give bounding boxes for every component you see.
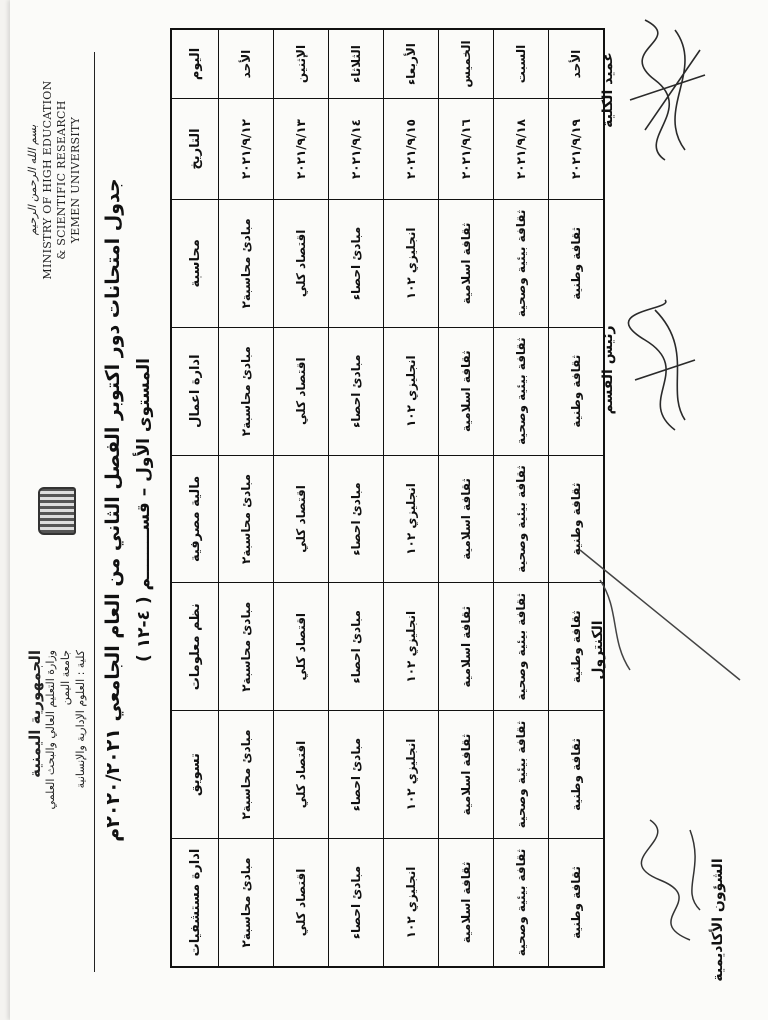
subject-cell: مبادئ محاسبة٢ [219, 838, 274, 967]
english-header-line: & SCIENTIFIC RESEARCH [55, 100, 68, 260]
english-header-line: MINISTRY OF HIGH EDUCATION [41, 80, 54, 280]
day-cell: الأحد [219, 29, 274, 99]
subject-cell: ثقافة وطنية [549, 838, 605, 967]
column-header: نظم معلومات [171, 583, 219, 711]
basmala: بسم الله الرحمن الرحيم [26, 124, 39, 236]
subject-cell: ثقافة بيئية وصحية [494, 200, 549, 328]
subject-cell: ثقافة بيئية وصحية [494, 711, 549, 839]
signature-dean: عميد الكلية [600, 52, 616, 128]
subject-cell: انجليزي ١٠٢ [384, 583, 439, 711]
subject-cell: ثقافة بيئية وصحية [494, 327, 549, 455]
date-cell: ٢٠٢١/٩/١٣ [274, 99, 329, 200]
subject-cell: اقتصاد كلي [274, 583, 329, 711]
handwritten-signature [620, 800, 720, 950]
column-header: محاسبة [171, 200, 219, 328]
table-header-row [171, 29, 219, 967]
handwritten-signature [625, 10, 715, 170]
subject-cell: انجليزي ١٠٢ [384, 200, 439, 328]
subject-cell: اقتصاد كلي [274, 200, 329, 328]
signature-academic-affairs: الشؤون الأكاديمية [710, 858, 726, 982]
date-cell: ٢٠٢١/٩/١٥ [384, 99, 439, 200]
subject-cell: اقتصاد كلي [274, 455, 329, 583]
date-cell: ٢٠٢١/٩/١٦ [439, 99, 494, 200]
table-row [494, 29, 549, 967]
arabic-header [28, 650, 88, 950]
table-row [219, 29, 274, 967]
day-cell: الأحد [549, 29, 605, 99]
document-page [10, 0, 768, 1020]
table-row [439, 29, 494, 967]
date-cell: ٢٠٢١/٩/١٢ [219, 99, 274, 200]
subject-cell: مبادئ احصاء [329, 455, 384, 583]
subject-cell: مبادئ محاسبة٢ [219, 711, 274, 839]
subject-cell: ثقافة اسلامية [439, 455, 494, 583]
subject-cell: انجليزي ١٠٢ [384, 711, 439, 839]
column-header: ادارة مستشفيات [171, 838, 219, 967]
column-header: مالية مصرفية [171, 455, 219, 583]
subject-cell: ثقافة اسلامية [439, 838, 494, 967]
university-logo [38, 487, 76, 535]
column-header: تسويق [171, 711, 219, 839]
handwritten-signature [625, 290, 705, 440]
date-cell: ٢٠٢١/٩/١٩ [549, 99, 605, 200]
table-row [329, 29, 384, 967]
subject-cell: ثقافة اسلامية [439, 200, 494, 328]
rotated-document [10, 0, 768, 1020]
subject-cell: ثقافة اسلامية [439, 711, 494, 839]
subject-cell: مبادئ احصاء [329, 327, 384, 455]
column-header: التاريخ [171, 99, 219, 200]
subject-cell: مبادئ احصاء [329, 838, 384, 967]
table-row [274, 29, 329, 967]
date-cell: ٢٠٢١/٩/١٤ [329, 99, 384, 200]
subject-cell: اقتصاد كلي [274, 327, 329, 455]
arabic-header-line: جامعة اليمن [59, 650, 72, 706]
day-cell: السبت [494, 29, 549, 99]
day-cell: الخميس [439, 29, 494, 99]
subject-cell: ثقافة بيئية وصحية [494, 838, 549, 967]
subject-cell: انجليزي ١٠٢ [384, 327, 439, 455]
subject-cell: ثقافة وطنية [549, 711, 605, 839]
subject-cell: انجليزي ١٠٢ [384, 455, 439, 583]
day-cell: الثلاثاء [329, 29, 384, 99]
page-subtitle: المستوى الأول – قســــــــم ( ٤-١٢ ) [134, 358, 154, 662]
table-row [549, 29, 605, 967]
subject-cell: مبادئ محاسبة٢ [219, 200, 274, 328]
subject-cell: مبادئ محاسبة٢ [219, 455, 274, 583]
subject-cell: انجليزي ١٠٢ [384, 838, 439, 967]
subject-cell: ثقافة وطنية [549, 455, 605, 583]
table-row [384, 29, 439, 967]
day-cell: الإثنين [274, 29, 329, 99]
exam-schedule-table [170, 28, 605, 968]
subject-cell: ثقافة اسلامية [439, 583, 494, 711]
arabic-header-line: كلية : العلوم الإدارية والإنسانية [74, 650, 87, 789]
english-header [26, 40, 83, 320]
subject-cell: ثقافة بيئية وصحية [494, 455, 549, 583]
subject-cell: مبادئ احصاء [329, 711, 384, 839]
arabic-header-line: الجمهورية اليمنية [26, 650, 44, 778]
signature-department-head: رئيس القسم [600, 325, 616, 415]
handwritten-signature [570, 540, 750, 700]
subject-cell: مبادئ محاسبة٢ [219, 327, 274, 455]
page-title: جدول امتحانات دور اكتوبر الفصل الثاني من العام الجامعي ٢٠٢٠/٢٠٢١م [102, 178, 124, 842]
header-divider [94, 52, 95, 972]
signature-control: الكنترول [590, 620, 606, 680]
arabic-header-line: وزارة التعليم العالي والبحث العلمي [44, 650, 57, 810]
column-header: اليوم [171, 29, 219, 99]
english-header-line: YEMEN UNIVERSITY [69, 116, 82, 244]
subject-cell: مبادئ محاسبة٢ [219, 583, 274, 711]
column-header: ادارة اعمال [171, 327, 219, 455]
subject-cell: ثقافة اسلامية [439, 327, 494, 455]
subject-cell: ثقافة بيئية وصحية [494, 583, 549, 711]
subject-cell: ثقافة وطنية [549, 327, 605, 455]
subject-cell: ثقافة وطنية [549, 200, 605, 328]
subject-cell: مبادئ احصاء [329, 583, 384, 711]
subject-cell: اقتصاد كلي [274, 838, 329, 967]
day-cell: الأربعاء [384, 29, 439, 99]
subject-cell: اقتصاد كلي [274, 711, 329, 839]
date-cell: ٢٠٢١/٩/١٨ [494, 99, 549, 200]
subject-cell: ثقافة وطنية [549, 583, 605, 711]
subject-cell: مبادئ احصاء [329, 200, 384, 328]
